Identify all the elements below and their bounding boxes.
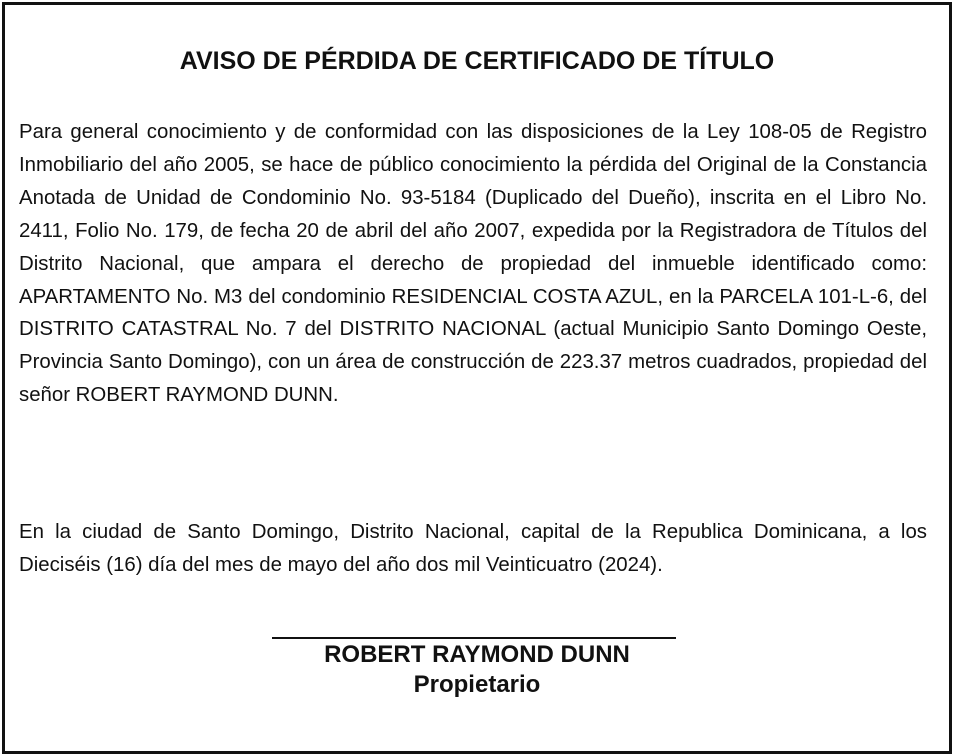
notice-title: AVISO DE PÉRDIDA DE CERTIFICADO DE TÍTULO [179, 47, 775, 75]
signatory-role: Propietario [413, 671, 541, 698]
signature-line [272, 637, 676, 639]
signatory-name: ROBERT RAYMOND DUNN [324, 641, 630, 668]
notice-body-paragraph-2: En la ciudad de Santo Domingo, Distrito Nacional, capital de la Republica Dominicana, a los Dieciséis (16) día del mes de mayo del año dos mil Veinticuatro (2024). [19, 521, 927, 576]
notice-body-paragraph-1: Para general conocimiento y de conformidad con las disposiciones de la Ley 108-05 de Registro Inmobiliario del año 2005, se hace de público conocimiento la pérdida del Original de la Constancia Anotada de Unidad de Condominio No. 93-5184 (Duplicado del Dueño), inscrita en el Libro No. 2411, Folio No. 179, de fecha 20 de abril del año 2007, expedida por la Registradora de Títulos del Distrito Nacional, que ampara el derecho de propiedad del inmueble identificado como: APARTAMENTO No. M3 del condominio RESIDENCIAL COSTA AZUL, en la PARCELA 101-L-6, del DISTRITO CATASTRAL No. 7 del DISTRITO NACIONAL (actual Municipio Santo Domingo Oeste, Provincia Santo Domingo), con un área de construcción de 223.37 metros cuadrados, propiedad del señor ROBERT RAYMOND DUNN. [19, 121, 927, 407]
